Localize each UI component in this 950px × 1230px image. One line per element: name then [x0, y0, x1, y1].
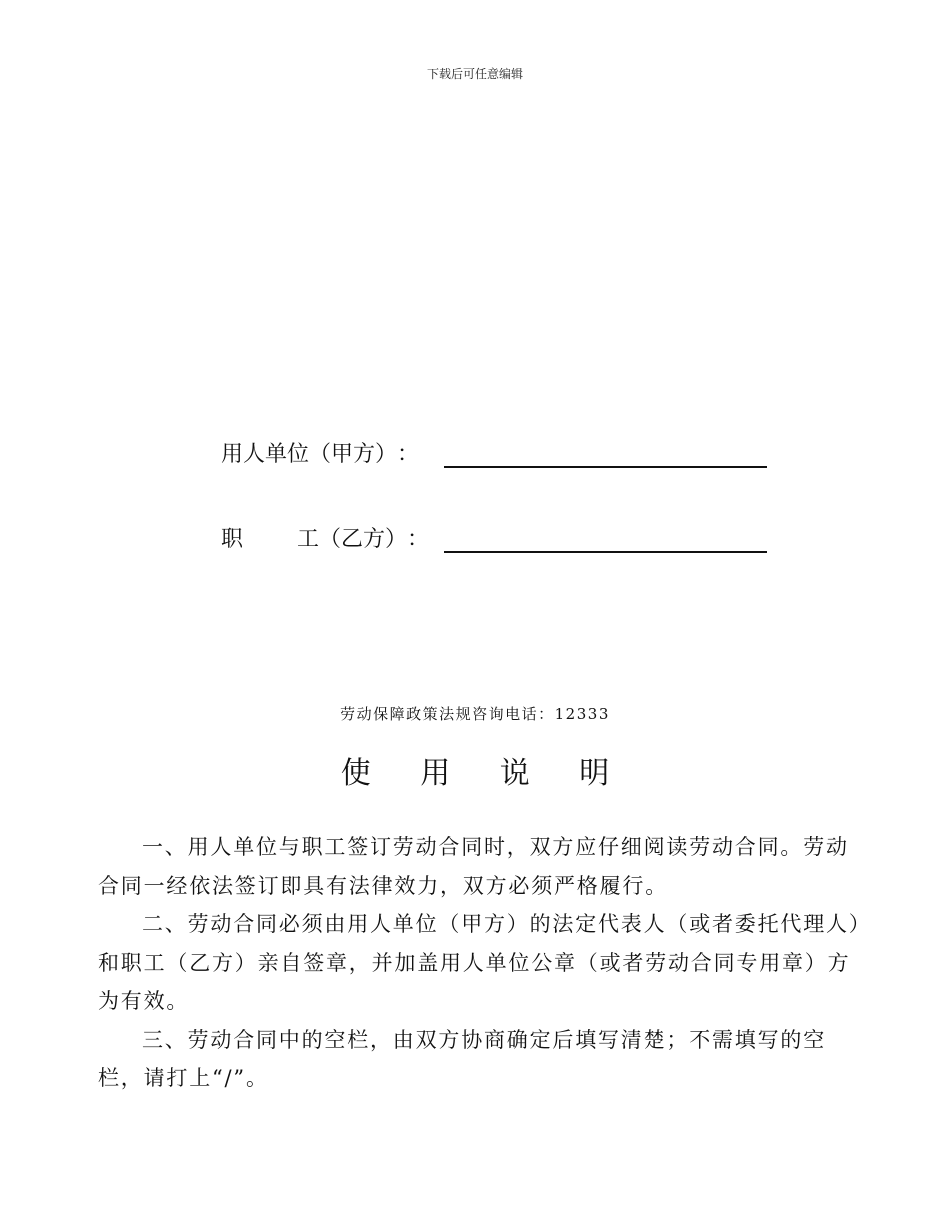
- employee-colon: ：: [407, 527, 430, 552]
- header-note: 下载后可任意编辑: [426, 67, 523, 81]
- employer-label-group: [221, 440, 419, 470]
- instruction-paragraph: 三、劳动合同中的空栏，由双方协商确定后填写清楚；不需填写的空栏，请打上“/”。: [98, 1027, 826, 1090]
- employee-field-row: [221, 525, 781, 557]
- instruction-paragraph: 二、劳动合同必须由用人单位（甲方）的法定代表人（或者委托代理人）和职工（乙方）亲自签章，并加盖用人单位公章（或者劳动合同专用章）方为有效。: [98, 912, 862, 1013]
- employee-input-line[interactable]: [444, 551, 767, 553]
- employer-input-line[interactable]: [444, 466, 767, 468]
- instruction-paragraph: 一、用人单位与职工签订劳动合同时，双方应仔细阅读劳动合同。劳动合同一经依法签订即具有法律效力，双方必须严格履行。: [98, 835, 849, 898]
- employer-field-row: [221, 440, 781, 472]
- instructions-body: [98, 828, 868, 1098]
- employee-label-group: [221, 525, 429, 555]
- employer-colon: ：: [397, 442, 420, 467]
- employee-label-a: 职: [221, 527, 244, 552]
- employer-label: 用人单位（甲方）: [221, 442, 398, 467]
- instructions-title: 使 用 说 明: [340, 756, 630, 791]
- hotline-text: 劳动保障政策法规咨询电话：12333: [340, 705, 610, 723]
- employee-label-b: 工（乙方）: [297, 527, 408, 552]
